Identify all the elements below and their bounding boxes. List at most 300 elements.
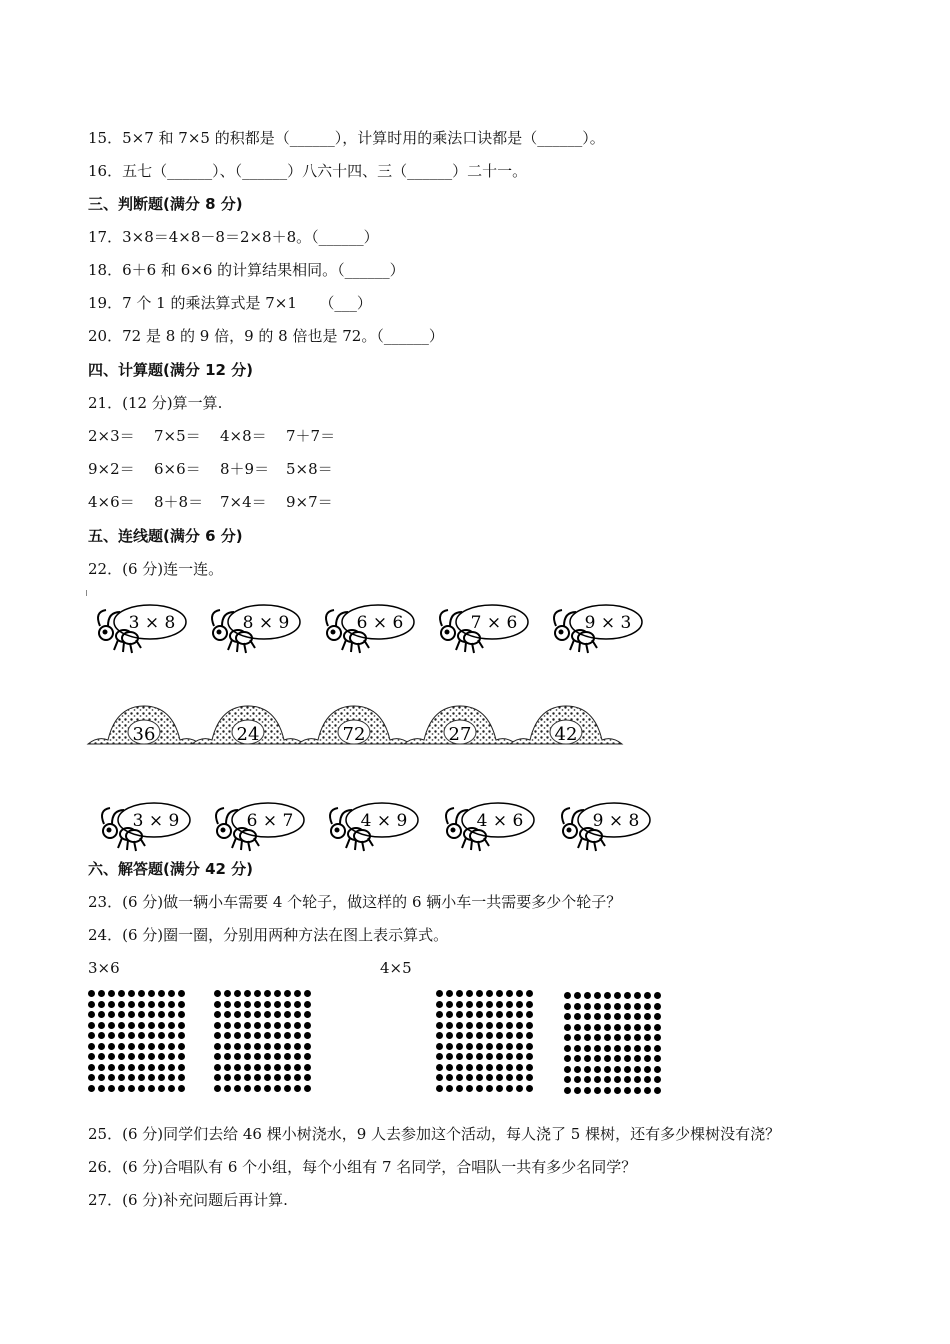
- dot: [264, 990, 271, 997]
- dot: [476, 1001, 483, 1008]
- calc-item: 7＋7＝: [286, 427, 336, 445]
- dot: [98, 1022, 105, 1029]
- dot: [446, 1053, 453, 1060]
- dot: [118, 1085, 125, 1092]
- dot: [486, 1053, 493, 1060]
- dot: [564, 992, 571, 999]
- dot: [654, 1066, 661, 1073]
- dot: [594, 992, 601, 999]
- dot: [564, 1045, 571, 1052]
- calc-item: 8＋8＝: [154, 493, 204, 511]
- dot: [224, 1074, 231, 1081]
- dot: [168, 1064, 175, 1071]
- dot: [234, 1001, 241, 1008]
- dot: [254, 990, 261, 997]
- dot: [224, 1064, 231, 1071]
- dot: [284, 1022, 291, 1029]
- dot: [304, 1064, 311, 1071]
- dot: [496, 1085, 503, 1092]
- dot: [108, 1001, 115, 1008]
- dot: [178, 990, 185, 997]
- section-heading-calculation: 四、计算题(满分 12 分): [88, 361, 254, 379]
- calc-item: 4×8＝: [220, 427, 267, 445]
- dot: [274, 990, 281, 997]
- dot: [128, 1053, 135, 1060]
- dot: [644, 1013, 651, 1020]
- ant-expr-bottom-4: 4 × 6: [476, 811, 524, 831]
- dot: [158, 1043, 165, 1050]
- dot: [604, 1055, 611, 1062]
- dot: [128, 1022, 135, 1029]
- dot: [486, 1001, 493, 1008]
- dot: [274, 1011, 281, 1018]
- dot: [506, 990, 513, 997]
- dot: [604, 1066, 611, 1073]
- calc-item: 5×8＝: [286, 460, 333, 478]
- dot: [264, 1043, 271, 1050]
- dot: [654, 1055, 661, 1062]
- dot: [274, 1053, 281, 1060]
- calc-item: 8＋9＝: [220, 460, 270, 478]
- dot: [118, 1011, 125, 1018]
- dot: [506, 1053, 513, 1060]
- dot: [158, 1022, 165, 1029]
- dot: [284, 1001, 291, 1008]
- dot: [118, 1001, 125, 1008]
- dot: [476, 1032, 483, 1039]
- question-20: 20．72 是 8 的 9 倍，9 的 8 倍也是 72。（______）: [88, 327, 444, 345]
- dot: [624, 1024, 631, 1031]
- dot: [574, 1003, 581, 1010]
- dot: [446, 1074, 453, 1081]
- dot: [516, 990, 523, 997]
- dot: [466, 1074, 473, 1081]
- section-heading-matching: 五、连线题(满分 6 分): [88, 527, 243, 545]
- dot: [244, 1074, 251, 1081]
- dot: [574, 1087, 581, 1094]
- dot: [294, 1043, 301, 1050]
- calc-item: 7×5＝: [154, 427, 201, 445]
- dot: [274, 1074, 281, 1081]
- dot: [98, 1053, 105, 1060]
- dot: [476, 1011, 483, 1018]
- dot: [614, 1087, 621, 1094]
- dot: [168, 1043, 175, 1050]
- dot: [446, 1043, 453, 1050]
- mound-number-3: 72: [342, 724, 366, 745]
- dot: [138, 1032, 145, 1039]
- dot: [604, 992, 611, 999]
- dot: [496, 990, 503, 997]
- dot: [138, 1022, 145, 1029]
- dot: [168, 1022, 175, 1029]
- dot: [178, 1011, 185, 1018]
- calc-row: [88, 459, 352, 479]
- dot: [594, 1045, 601, 1052]
- dot: [456, 1074, 463, 1081]
- dot: [274, 1064, 281, 1071]
- dot: [584, 1076, 591, 1083]
- dot: [466, 1001, 473, 1008]
- dot: [486, 1043, 493, 1050]
- dot: [584, 1055, 591, 1062]
- question-22: 22．(6 分)连一连。: [88, 560, 224, 578]
- dot: [456, 1053, 463, 1060]
- dot: [456, 1064, 463, 1071]
- dot: [158, 1011, 165, 1018]
- dot: [614, 1055, 621, 1062]
- dot: [118, 1064, 125, 1071]
- mound-number-1: 36: [132, 724, 156, 745]
- dot: [148, 1085, 155, 1092]
- dot: [624, 1066, 631, 1073]
- dot: [624, 1055, 631, 1062]
- dot: [654, 1034, 661, 1041]
- section-heading-judgement: 三、判断题(满分 8 分): [88, 195, 243, 213]
- dot: [178, 1001, 185, 1008]
- question-24: 24．(6 分)圈一圈，分别用两种方法在图上表示算式。: [88, 926, 449, 944]
- dot: [284, 990, 291, 997]
- dot: [304, 1085, 311, 1092]
- dot: [594, 1034, 601, 1041]
- dot: [456, 1011, 463, 1018]
- mound-number-5: 42: [554, 724, 578, 745]
- dot: [168, 1074, 175, 1081]
- dot: [594, 1024, 601, 1031]
- dot: [466, 1053, 473, 1060]
- dot: [138, 1064, 145, 1071]
- dot: [244, 1053, 251, 1060]
- dot: [304, 1032, 311, 1039]
- dot: [224, 1032, 231, 1039]
- dot: [108, 1074, 115, 1081]
- dot: [594, 1087, 601, 1094]
- dot: [284, 1043, 291, 1050]
- dot: [214, 1011, 221, 1018]
- dot: [644, 1003, 651, 1010]
- dot: [634, 1034, 641, 1041]
- dot: [496, 1064, 503, 1071]
- dot: [148, 1064, 155, 1071]
- dot: [564, 1066, 571, 1073]
- dot: [446, 1022, 453, 1029]
- dot: [604, 1003, 611, 1010]
- dot: [654, 1013, 661, 1020]
- dot: [456, 1032, 463, 1039]
- dot: [224, 990, 231, 997]
- dot: [446, 990, 453, 997]
- dot: [214, 1022, 221, 1029]
- dot: [304, 1053, 311, 1060]
- dot: [594, 1076, 601, 1083]
- dot: [644, 1045, 651, 1052]
- dot: [526, 1085, 533, 1092]
- dot: [148, 1001, 155, 1008]
- dot: [614, 1034, 621, 1041]
- ant-expr-top-2: 8 × 9: [242, 613, 290, 633]
- dot: [564, 1034, 571, 1041]
- dot: [244, 1022, 251, 1029]
- dot: [214, 1074, 221, 1081]
- dot: [614, 1013, 621, 1020]
- dot: [526, 990, 533, 997]
- dot: [564, 1013, 571, 1020]
- dot: [564, 1076, 571, 1083]
- dot: [214, 1043, 221, 1050]
- dot: [274, 1022, 281, 1029]
- dot: [254, 1022, 261, 1029]
- dot: [644, 992, 651, 999]
- dot: [294, 1001, 301, 1008]
- dot: [294, 1074, 301, 1081]
- dot: [284, 1053, 291, 1060]
- dot: [88, 1001, 95, 1008]
- dot: [486, 1022, 493, 1029]
- question-19: 19．7 个 1 的乘法算式是 7×1 （___）: [88, 294, 372, 312]
- dot: [214, 1001, 221, 1008]
- question-17: 17．3×8＝4×8－8＝2×8＋8。（______）: [88, 228, 379, 246]
- dot: [574, 1024, 581, 1031]
- dot: [264, 1032, 271, 1039]
- dot: [158, 1085, 165, 1092]
- dot: [264, 1001, 271, 1008]
- dot: [294, 990, 301, 997]
- dot: [304, 1011, 311, 1018]
- dot: [594, 1013, 601, 1020]
- ants-top-row: [0, 598, 950, 658]
- dot: [98, 1032, 105, 1039]
- dot: [294, 1022, 301, 1029]
- dot: [584, 1013, 591, 1020]
- dot: [88, 1085, 95, 1092]
- dot: [614, 1003, 621, 1010]
- dot: [516, 1064, 523, 1071]
- dot: [466, 1022, 473, 1029]
- dot: [526, 1032, 533, 1039]
- dot: [254, 1001, 261, 1008]
- dot: [584, 1045, 591, 1052]
- dot: [244, 1064, 251, 1071]
- dot: [456, 990, 463, 997]
- dot: [284, 1032, 291, 1039]
- dot: [148, 1043, 155, 1050]
- dot: [128, 1043, 135, 1050]
- question-23: 23．(6 分)做一辆小车需要 4 个轮子，做这样的 6 辆小车一共需要多少个轮子？: [88, 893, 622, 911]
- dot: [496, 1022, 503, 1029]
- dot: [214, 1085, 221, 1092]
- dot: [436, 1074, 443, 1081]
- dot: [118, 990, 125, 997]
- dot: [516, 1032, 523, 1039]
- dot: [254, 1085, 261, 1092]
- dot: [644, 1034, 651, 1041]
- dot: [644, 1055, 651, 1062]
- dot: [644, 1087, 651, 1094]
- dot: [516, 1001, 523, 1008]
- dot: [128, 1032, 135, 1039]
- dot: [108, 990, 115, 997]
- dot: [506, 1022, 513, 1029]
- ant-expr-top-1: 3 × 8: [128, 613, 176, 633]
- dot: [224, 1001, 231, 1008]
- dot: [486, 1085, 493, 1092]
- dot: [98, 1085, 105, 1092]
- dot: [506, 1011, 513, 1018]
- dot: [446, 1032, 453, 1039]
- calc-item: 9×2＝: [88, 460, 135, 478]
- dot: [574, 1076, 581, 1083]
- dot: [264, 1085, 271, 1092]
- dot: [466, 1043, 473, 1050]
- dot: [158, 990, 165, 997]
- dot: [214, 1053, 221, 1060]
- dot: [224, 1022, 231, 1029]
- dot: [138, 1053, 145, 1060]
- dot: [98, 1064, 105, 1071]
- dot: [224, 1011, 231, 1018]
- dot: [654, 1045, 661, 1052]
- calc-row: [88, 492, 352, 512]
- dot: [88, 1053, 95, 1060]
- dot: [108, 1011, 115, 1018]
- dot: [486, 1074, 493, 1081]
- dot: [516, 1043, 523, 1050]
- dot: [624, 1013, 631, 1020]
- dot: [304, 1043, 311, 1050]
- dot: [496, 1043, 503, 1050]
- question-15: 15．5×7 和 7×5 的积都是（______），计算时用的乘法口诀都是（______）。: [88, 129, 605, 147]
- dot: [574, 1013, 581, 1020]
- dot: [466, 1011, 473, 1018]
- dot: [436, 1011, 443, 1018]
- dot: [284, 1064, 291, 1071]
- dot: [604, 1034, 611, 1041]
- dot: [446, 1064, 453, 1071]
- dot: [496, 1001, 503, 1008]
- calc-item: 7×4＝: [220, 493, 267, 511]
- dot: [148, 990, 155, 997]
- dot: [224, 1053, 231, 1060]
- dot: [634, 1087, 641, 1094]
- dot: [614, 1024, 621, 1031]
- dot: [486, 1011, 493, 1018]
- dot: [446, 1011, 453, 1018]
- dot: [244, 1085, 251, 1092]
- dot: [466, 1085, 473, 1092]
- dot: [654, 992, 661, 999]
- dot-label-right: 4×5: [380, 959, 412, 977]
- dot: [574, 1045, 581, 1052]
- ants-bottom-row: [0, 796, 950, 856]
- dot: [98, 1043, 105, 1050]
- dot: [634, 1013, 641, 1020]
- ant-expr-bottom-5: 9 × 8: [592, 811, 640, 831]
- dot: [108, 1064, 115, 1071]
- dot: [506, 1064, 513, 1071]
- mounds-row: [0, 700, 950, 752]
- dot-label-left: 3×6: [88, 959, 120, 977]
- dot: [128, 990, 135, 997]
- ant-expr-top-4: 7 × 6: [470, 613, 518, 633]
- dot: [574, 1066, 581, 1073]
- dot: [516, 1074, 523, 1081]
- dot: [564, 1087, 571, 1094]
- question-18: 18．6＋6 和 6×6 的计算结果相同。（______）: [88, 261, 405, 279]
- dot: [274, 1085, 281, 1092]
- dot: [304, 1074, 311, 1081]
- dot: [138, 1074, 145, 1081]
- mound-number-4: 27: [448, 724, 472, 745]
- dot: [234, 1064, 241, 1071]
- dot: [138, 1043, 145, 1050]
- dot: [436, 990, 443, 997]
- dot: [158, 1053, 165, 1060]
- dot: [98, 1001, 105, 1008]
- dot: [604, 1087, 611, 1094]
- dot: [284, 1085, 291, 1092]
- dot: [264, 1064, 271, 1071]
- dot: [158, 1001, 165, 1008]
- dot: [526, 1001, 533, 1008]
- dot: [234, 1022, 241, 1029]
- dot: [108, 1085, 115, 1092]
- dot: [574, 992, 581, 999]
- dot: [108, 1043, 115, 1050]
- dot: [506, 1074, 513, 1081]
- dot: [506, 1085, 513, 1092]
- dot: [294, 1064, 301, 1071]
- dot: [476, 1074, 483, 1081]
- question-25: 25．(6 分)同学们去给 46 棵小树浇水，9 人去参加这个活动，每人浇了 5 棵树，还有多少棵树没有浇？: [88, 1125, 781, 1143]
- dot: [476, 1043, 483, 1050]
- dot: [496, 1074, 503, 1081]
- dot: [526, 1074, 533, 1081]
- dot: [506, 1001, 513, 1008]
- dot: [654, 1003, 661, 1010]
- dot: [604, 1013, 611, 1020]
- dot: [234, 1043, 241, 1050]
- dot: [634, 1024, 641, 1031]
- dot: [584, 1003, 591, 1010]
- dot: [584, 1034, 591, 1041]
- dot: [128, 1085, 135, 1092]
- dot: [516, 1085, 523, 1092]
- dot: [604, 1045, 611, 1052]
- dot: [88, 1074, 95, 1081]
- dot: [456, 1043, 463, 1050]
- dot: [304, 990, 311, 997]
- dot: [644, 1024, 651, 1031]
- dot-grid-2: [214, 990, 311, 1092]
- dot: [624, 1003, 631, 1010]
- dot: [436, 1001, 443, 1008]
- dot: [168, 1053, 175, 1060]
- dot: [178, 1074, 185, 1081]
- dot: [294, 1032, 301, 1039]
- dot: [88, 1064, 95, 1071]
- dot: [214, 1064, 221, 1071]
- dot: [496, 1032, 503, 1039]
- dot: [254, 1011, 261, 1018]
- dot: [456, 1001, 463, 1008]
- dot: [108, 1022, 115, 1029]
- dot: [584, 1087, 591, 1094]
- scan-mark: [86, 590, 87, 596]
- dot: [264, 1053, 271, 1060]
- dot: [224, 1085, 231, 1092]
- question-21: 21．(12 分)算一算.: [88, 394, 223, 412]
- dot: [234, 1085, 241, 1092]
